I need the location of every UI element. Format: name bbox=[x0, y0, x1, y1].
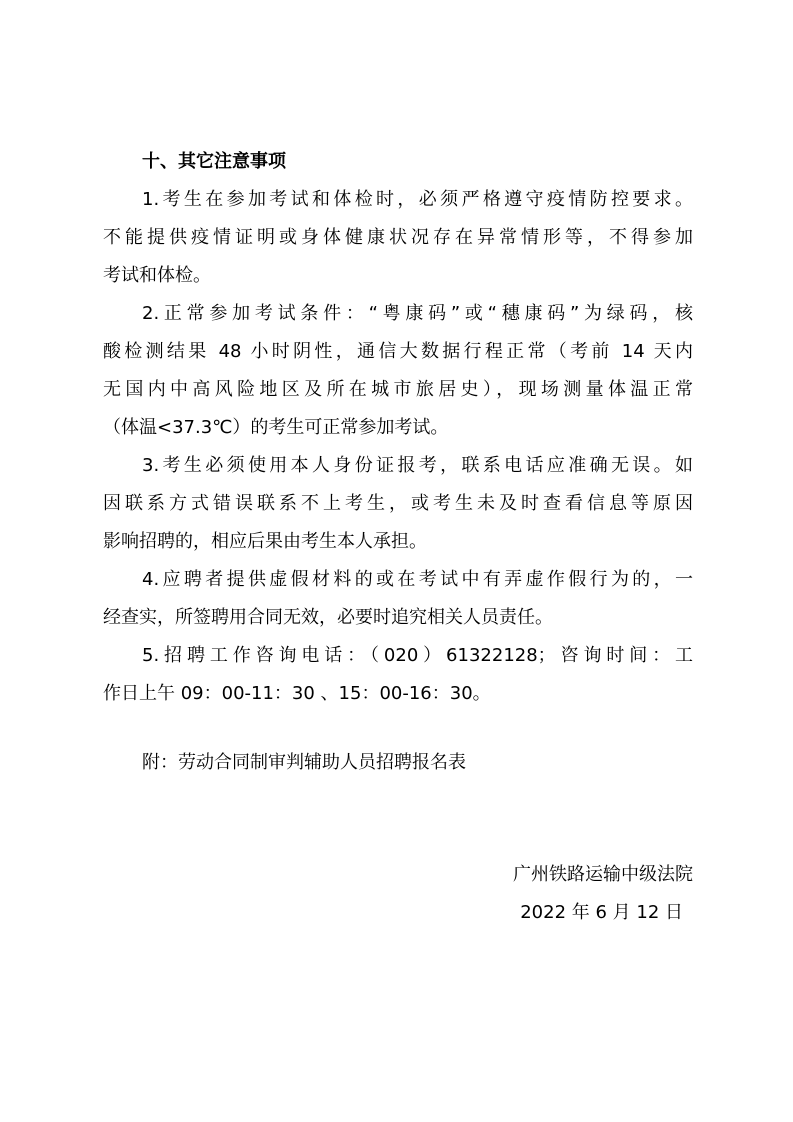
item-2-line-2: 酸检测结果 48 小时阴性，通信大数据行程正常（考前 14 天内 bbox=[103, 341, 693, 362]
section-heading: 十、其它注意事项 bbox=[142, 151, 286, 172]
item-1-line-2: 不能提供疫情证明或身体健康状况存在异常情形等，不得参加 bbox=[103, 227, 693, 248]
item-2-line-1: 2.正常参加考试条件：“粤康码”或“穗康码”为绿码，核 bbox=[142, 303, 693, 324]
item-2-line-3: 无国内中高风险地区及所在城市旅居史），现场测量体温正常 bbox=[103, 379, 693, 400]
item-3-line-1: 3.考生必须使用本人身份证报考，联系电话应准确无误。如 bbox=[142, 455, 693, 476]
item-3-line-2: 因联系方式错误联系不上考生，或考生未及时查看信息等原因 bbox=[103, 493, 693, 514]
item-4-line-1: 4.应聘者提供虚假材料的或在考试中有弄虚作假行为的，一 bbox=[142, 569, 693, 590]
item-1-line-1: 1.考生在参加考试和体检时，必须严格遵守疫情防控要求。 bbox=[142, 189, 693, 210]
item-4-line-2: 经查实，所签聘用合同无效，必要时追究相关人员责任。 bbox=[103, 607, 553, 628]
signature-date: 2022 年 6 月 12 日 bbox=[520, 902, 683, 923]
item-3-line-3: 影响招聘的，相应后果由考生本人承担。 bbox=[103, 531, 427, 552]
item-5-line-2: 作日上午 09：00-11：30 、15：00-16：30。 bbox=[103, 683, 491, 704]
item-2-line-4: （体温<37.3℃）的考生可正常参加考试。 bbox=[103, 417, 449, 438]
signature-organization: 广州铁路运输中级法院 bbox=[513, 864, 693, 885]
item-5-line-1: 5.招聘工作咨询电话：（020）61322128；咨询时间：工 bbox=[142, 645, 693, 666]
attachment-note: 附：劳动合同制审判辅助人员招聘报名表 bbox=[142, 752, 466, 773]
item-1-line-3: 考试和体检。 bbox=[103, 265, 211, 286]
